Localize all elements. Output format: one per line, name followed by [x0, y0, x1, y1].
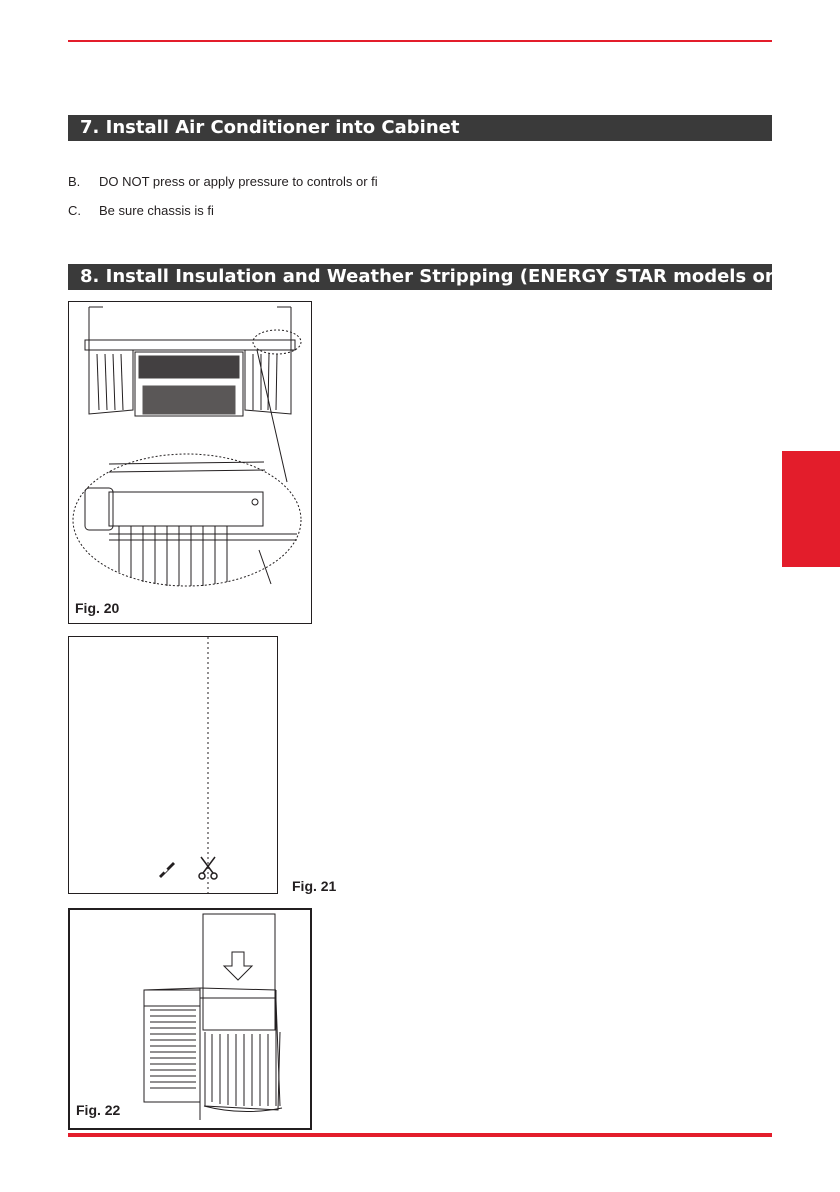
section-tab-marker	[782, 451, 840, 567]
section-heading-install-ac: 7. Install Air Conditioner into Cabinet	[68, 115, 772, 141]
figure-21	[68, 636, 278, 894]
item-letter: B.	[68, 174, 81, 189]
top-rule	[68, 40, 772, 42]
instruction-item-b	[68, 174, 378, 189]
scissors-icon	[196, 855, 220, 881]
fig-21-label: Fig. 21	[292, 878, 337, 894]
instruction-item-c	[68, 203, 214, 218]
fig-22-label: Fig. 22	[76, 1102, 121, 1118]
fig22-illustration	[70, 910, 310, 1128]
figure-20	[68, 301, 312, 624]
item-text: Be sure chassis is fi	[99, 203, 214, 218]
bottom-rule	[68, 1133, 772, 1137]
fig-20-label: Fig. 20	[75, 600, 120, 616]
figure-22	[68, 908, 312, 1130]
fig21-illustration	[69, 637, 277, 893]
knife-icon	[155, 856, 179, 880]
item-text: DO NOT press or apply pressure to controls or fi	[99, 174, 378, 189]
item-letter: C.	[68, 203, 81, 218]
section-heading-insulation: 8. Install Insulation and Weather Stripping (ENERGY STAR models only)	[68, 264, 772, 290]
fig20-illustration	[69, 302, 311, 623]
